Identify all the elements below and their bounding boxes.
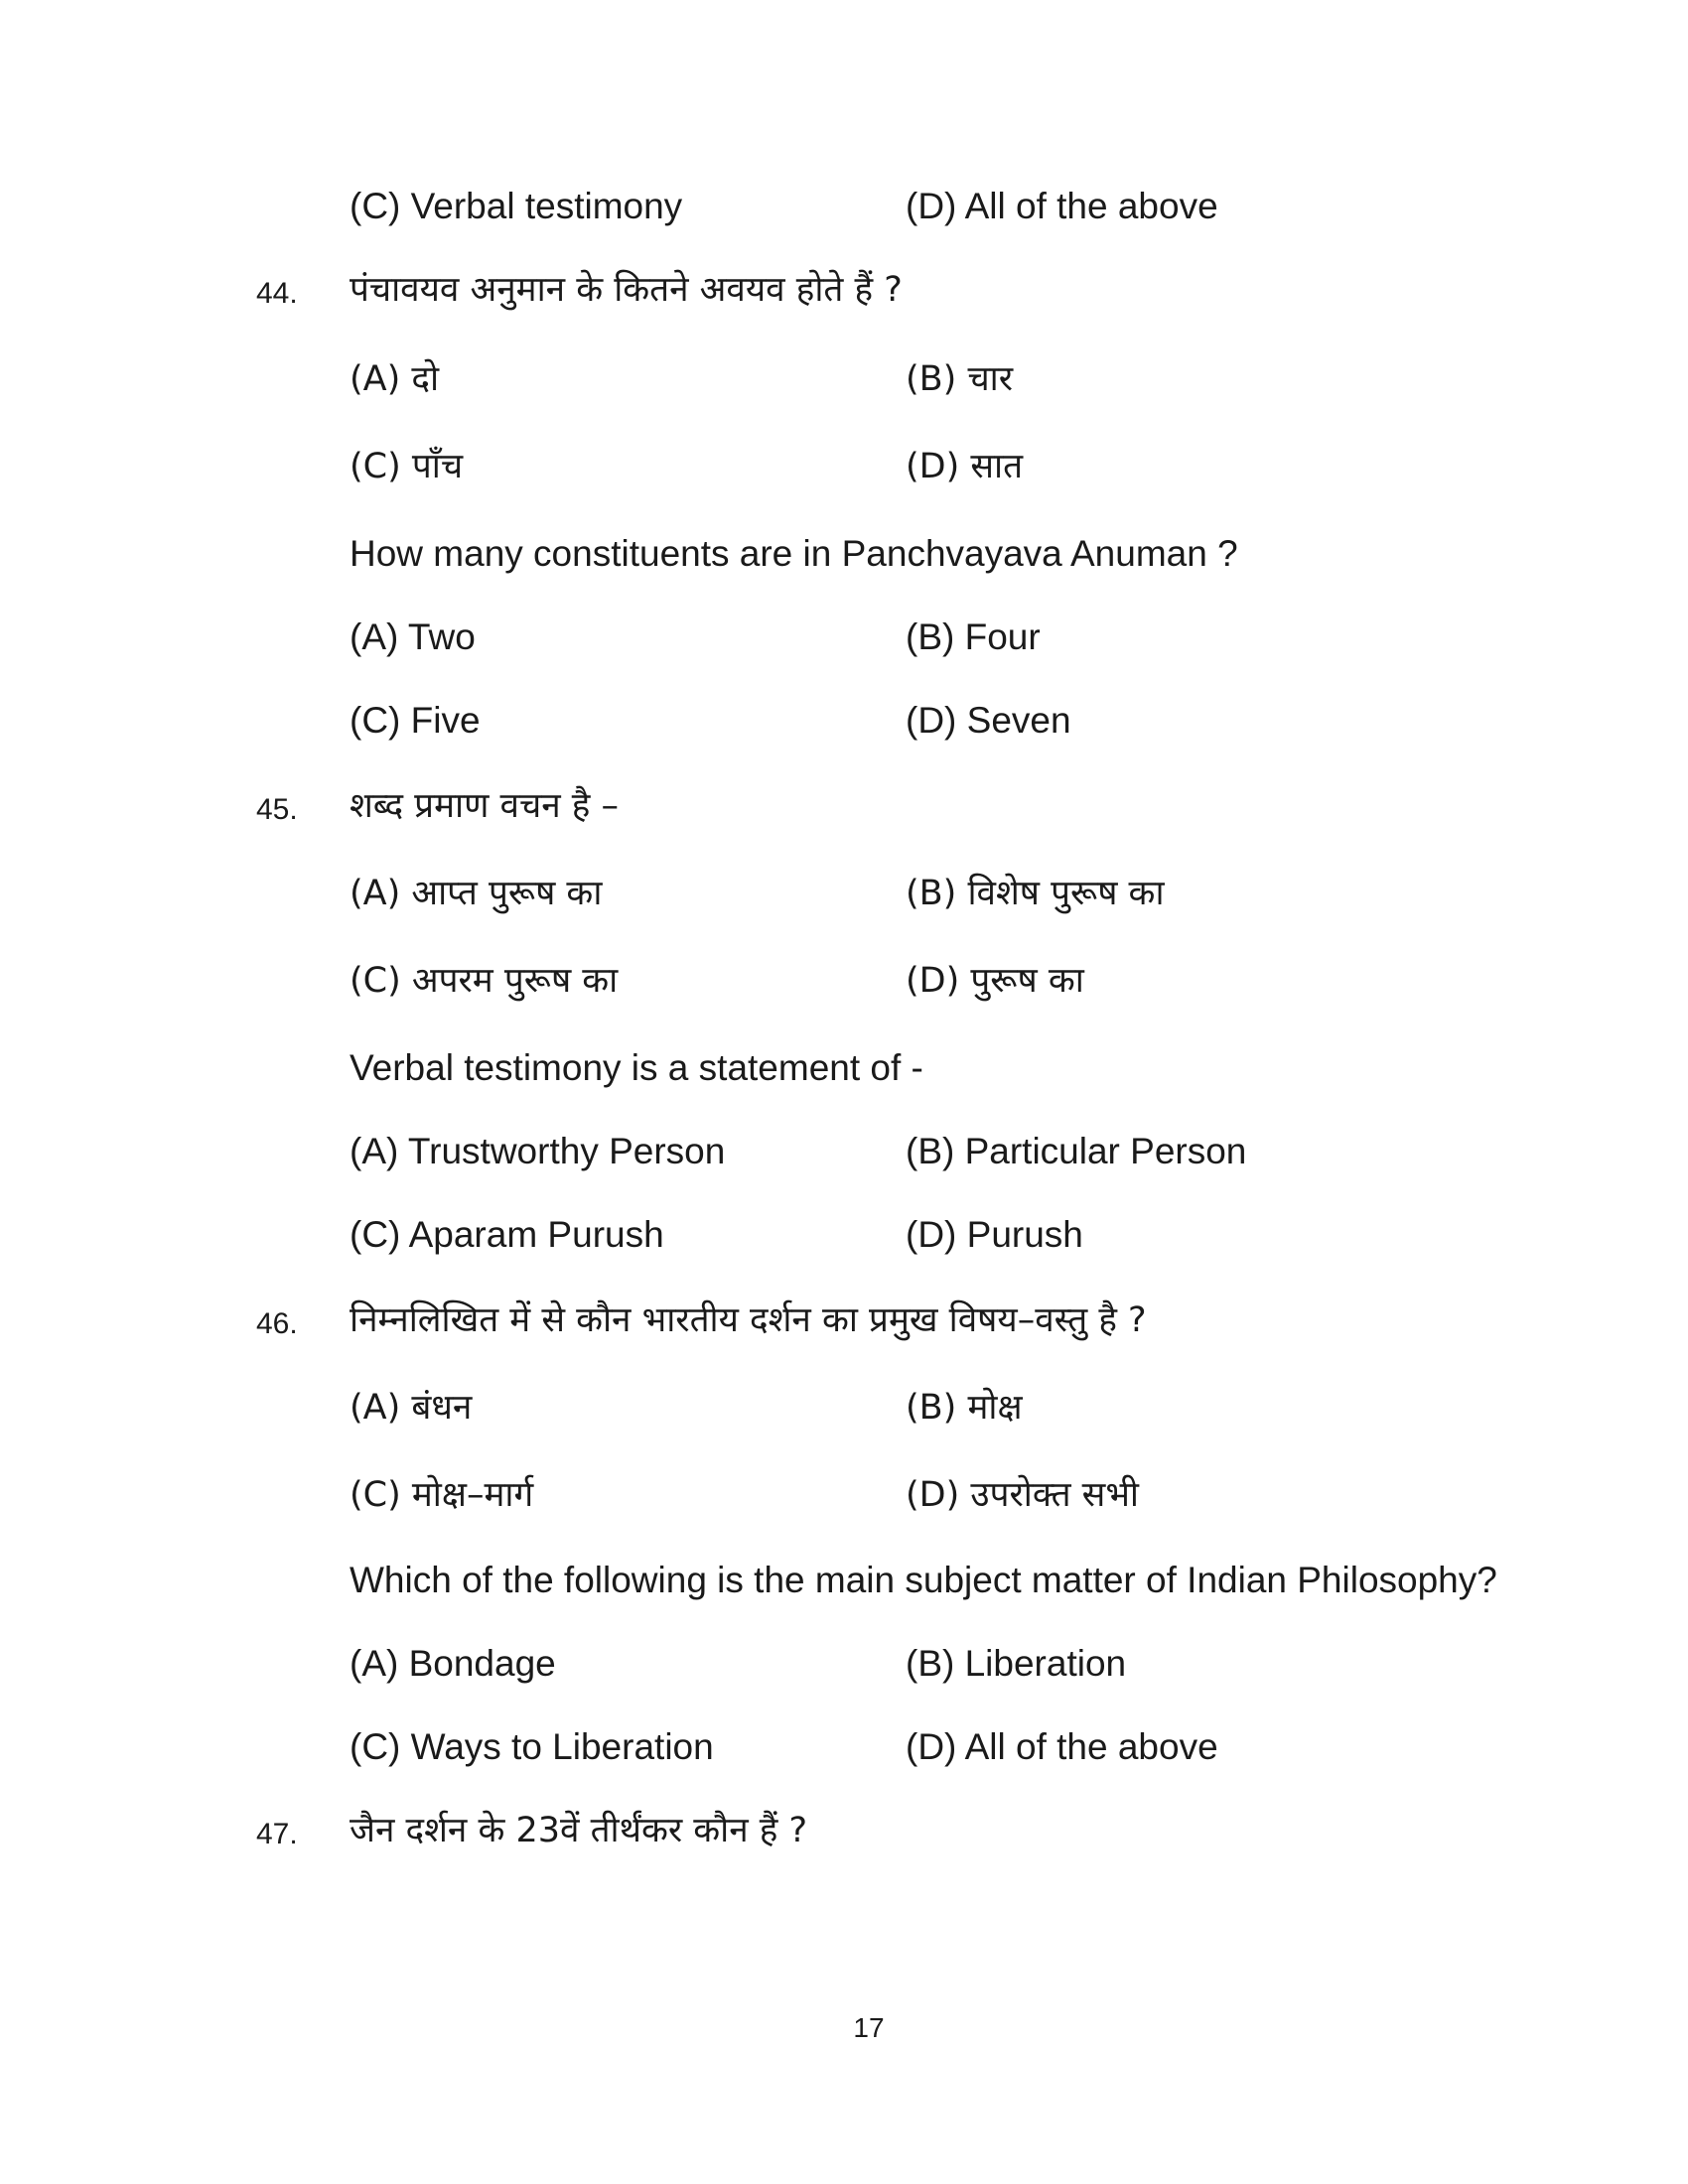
question-47-number: 47. xyxy=(256,1818,298,1850)
question-44-hindi-option-b: (B) चार xyxy=(906,359,1014,399)
question-46-hindi-option-a: (A) बंधन xyxy=(350,1388,473,1428)
question-45-english-option-c: (C) Aparam Purush xyxy=(350,1214,664,1255)
question-45-number: 45. xyxy=(256,793,298,826)
question-45-hindi-option-a: (A) आप्त पुरूष का xyxy=(350,874,603,913)
question-45-hindi-option-b: (B) विशेष पुरूष का xyxy=(906,874,1165,913)
question-44-hindi-option-a: (A) दो xyxy=(350,359,440,399)
question-45-english-option-d: (D) Purush xyxy=(906,1214,1083,1255)
question-45-hindi-option-d: (D) पुरूष का xyxy=(906,961,1084,1001)
question-46-english-option-d: (D) All of the above xyxy=(906,1726,1218,1767)
question-44-hindi-option-c: (C) पाँच xyxy=(350,447,464,486)
question-45-english-text: Verbal testimony is a statement of - xyxy=(350,1047,923,1088)
question-46-number: 46. xyxy=(256,1307,298,1340)
page-number: 17 xyxy=(853,2012,885,2043)
question-46-hindi-option-d: (D) उपरोक्त सभी xyxy=(906,1475,1139,1515)
question-47-hindi-text: जैन दर्शन के 23वें तीर्थंकर कौन हैं ? xyxy=(350,1811,808,1850)
question-46-hindi-option-c: (C) मोक्ष–मार्ग xyxy=(350,1475,534,1515)
question-44-hindi-text: पंचावयव अनुमान के कितने अवयव होते हैं ? xyxy=(350,270,903,310)
question-44-english-option-c: (C) Five xyxy=(350,700,481,741)
question-44-hindi-option-d: (D) सात xyxy=(906,447,1024,486)
question-45-hindi-option-c: (C) अपरम पुरूष का xyxy=(350,961,619,1001)
question-45-english-option-b: (B) Particular Person xyxy=(906,1131,1247,1171)
question-45-english-option-a: (A) Trustworthy Person xyxy=(350,1131,726,1171)
question-46-english-option-c: (C) Ways to Liberation xyxy=(350,1726,714,1767)
question-44-english-option-a: (A) Two xyxy=(350,616,476,657)
question-45-hindi-text: शब्द प्रमाण वचन है – xyxy=(350,786,619,826)
question-44-english-option-d: (D) Seven xyxy=(906,700,1071,741)
prev-option-c: (C) Verbal testimony xyxy=(350,186,683,226)
question-44-english-text: How many constituents are in Panchvayava Anuman ? xyxy=(350,533,1238,574)
question-46-english-option-b: (B) Liberation xyxy=(906,1643,1127,1684)
question-44-english-option-b: (B) Four xyxy=(906,616,1041,657)
prev-option-d: (D) All of the above xyxy=(906,186,1218,226)
question-46-hindi-option-b: (B) मोक्ष xyxy=(906,1388,1023,1428)
question-46-hindi-text: निम्नलिखित में से कौन भारतीय दर्शन का प्रमुख विषय–वस्तु है ? xyxy=(350,1300,1147,1340)
question-46-english-option-a: (A) Bondage xyxy=(350,1643,556,1684)
question-46-english-text: Which of the following is the main subject matter of Indian Philosophy? xyxy=(350,1560,1497,1600)
question-44-number: 44. xyxy=(256,277,298,310)
